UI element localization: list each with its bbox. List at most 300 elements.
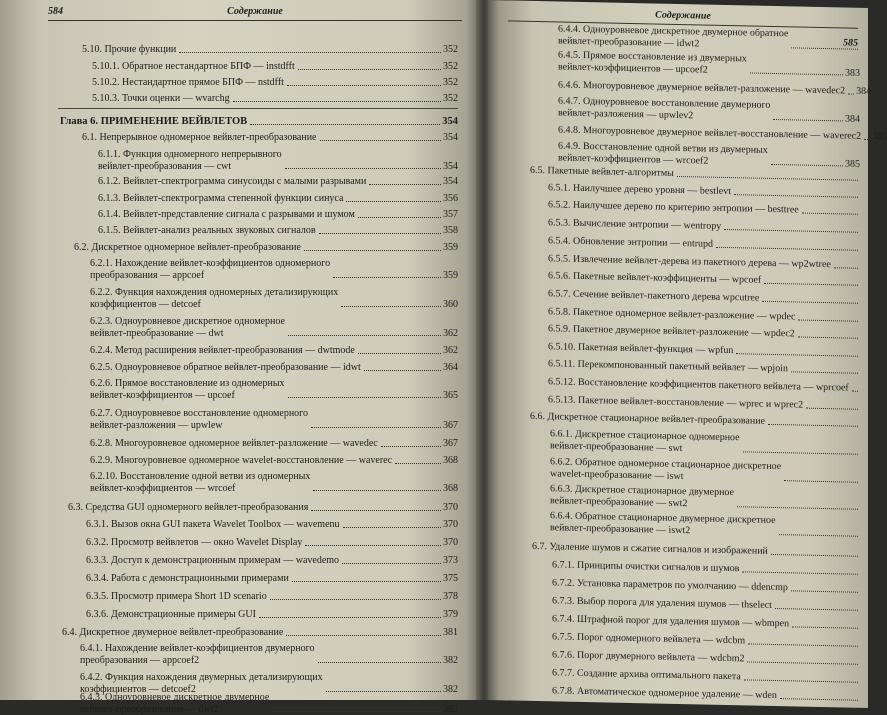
dot-leader — [780, 698, 858, 701]
dot-leader — [358, 217, 441, 218]
toc-entry-title: Функция нахождения двумерных детализирующих — [105, 672, 323, 683]
toc-entry-number: 6.5.4. — [548, 235, 573, 247]
toc-entry — [90, 287, 458, 310]
toc-entry-title: Просмотр вейвлетов — окно Wavelet Display — [111, 537, 302, 548]
dot-leader — [346, 201, 441, 202]
toc-entry-title-cont: вейвлет-коэффициентов — wrcoef — [90, 483, 310, 495]
toc-entry — [98, 209, 458, 221]
toc-entry-page: 370 — [443, 537, 458, 549]
chapter-top-rule — [58, 108, 458, 109]
toc-entry-number: 6.6.3. — [550, 483, 575, 495]
dot-leader — [792, 626, 858, 628]
dot-leader — [333, 277, 441, 278]
toc-entry-number: 6.5.10. — [548, 341, 578, 353]
toc-entry — [552, 595, 860, 613]
toc-entry-page: 370 — [443, 502, 458, 514]
toc-entry-title-cont: вейвлет-разложения — upwlev2 — [558, 107, 770, 123]
toc-entry-page: 368 — [443, 483, 458, 495]
dot-leader — [771, 553, 858, 556]
toc-entry-title: Вызов окна GUI пакета Wavelet Toolbox — wavemenu — [111, 519, 340, 530]
toc-entry-title: Одноуровневое восстановление одномерного — [115, 408, 308, 419]
toc-entry-page: 359 — [443, 242, 458, 254]
toc-entry-title-cont: вейвлет-преобразование — iswt2 — [550, 522, 776, 538]
right-page-number: 585 — [843, 37, 858, 48]
toc-entry-page: 360 — [443, 299, 458, 311]
toc-entry-title: Обратное стационарное двумерное дискретное — [575, 511, 776, 526]
toc-entry-number: 6.1.3. — [98, 193, 123, 204]
toc-entry-number: 5.10.1. — [92, 61, 122, 72]
dot-leader — [288, 397, 441, 398]
toc-entry-number: 6.6.4. — [550, 510, 575, 522]
toc-entry-page: 354 — [443, 176, 458, 188]
toc-entry-page: 383 — [443, 704, 458, 715]
toc-entry-number: 6.2.9. — [90, 455, 115, 466]
toc-entry-title: Выбор порога для удаления шумов — thselect — [577, 596, 772, 611]
toc-entry-title: Наилучшее дерево по критерию энтропии — besttree — [573, 200, 799, 216]
dot-leader — [292, 581, 441, 582]
toc-entry-title: Восстановление одной ветви из одномерных — [120, 471, 310, 482]
dot-leader — [320, 140, 442, 141]
toc-entry-title: Вейвлет-спектрограмма степенной функции синуса — [123, 193, 343, 204]
dot-leader — [779, 534, 858, 537]
toc-entry — [82, 44, 458, 56]
left-page-header — [48, 6, 462, 21]
toc-entry — [98, 176, 458, 188]
toc-entry — [90, 378, 458, 401]
dot-leader — [233, 101, 441, 102]
toc-entry — [558, 79, 860, 97]
toc-entry-number: 6.2.2. — [90, 287, 115, 298]
toc-entry-title: Обновление энтропии — entrupd — [573, 236, 713, 250]
toc-entry-title: Обратное одномерное стационарное дискретное — [575, 457, 781, 472]
toc-entry-title: Демонстрационные примеры GUI — [111, 609, 256, 620]
toc-entry-page: 378 — [443, 591, 458, 603]
toc-entry — [98, 193, 458, 205]
toc-entry-number: 6.2.8. — [90, 438, 115, 449]
toc-entry — [550, 456, 860, 485]
toc-entry-title-cont: коэффициентов — detcoef2 — [80, 684, 323, 696]
right-running-title: Содержание — [508, 6, 858, 24]
toc-entry-number: 6.3. — [68, 502, 86, 513]
toc-entry-title: Перекомпонованный пакетный вейвлет — wpjoin — [578, 359, 788, 374]
toc-entry-number: 6.2.4. — [90, 345, 115, 356]
toc-entry — [552, 577, 860, 595]
dot-leader — [734, 194, 858, 198]
toc-entry-title: Нахождение вейвлет-коэффициентов одномерного — [115, 258, 330, 269]
toc-entry — [98, 225, 458, 237]
dot-leader — [272, 711, 441, 712]
toc-entry — [86, 555, 458, 567]
toc-entry — [82, 132, 458, 144]
toc-entry-number: 6.1.2. — [98, 176, 123, 187]
toc-entry-title: Метод расширения вейвлет-преобразования — dwtmode — [115, 345, 355, 356]
toc-entry-title: Наилучшее дерево уровня — bestlevt — [573, 183, 731, 197]
toc-entry-title: Функция одномерного непрерывного — [123, 149, 282, 160]
toc-entry-title: Порог одномерного вейвлета — wdcbm — [577, 632, 745, 647]
toc-entry-title: Порог двумерного вейвлета — wdcbm2 — [577, 650, 744, 665]
toc-entry-number: 6.7.8. — [552, 685, 577, 697]
toc-entry-page: 375 — [443, 573, 458, 585]
dot-leader — [834, 267, 858, 269]
toc-entry — [90, 316, 458, 339]
toc-entry-page: 370 — [443, 519, 458, 531]
toc-entry — [530, 411, 860, 429]
dot-leader — [287, 85, 441, 86]
toc-entry-page: 383 — [845, 67, 860, 79]
toc-entry-number: 6.5.1. — [548, 182, 573, 194]
toc-entry-title-cont: преобразования — appcoef2 — [80, 655, 315, 667]
toc-entry-title-cont: вейвлет-преобразование — dwt — [90, 328, 285, 340]
toc-entry-number: 6.7.2. — [552, 577, 577, 589]
toc-entry-number: 6.5.13. — [548, 394, 578, 406]
toc-entry-page: 357 — [443, 209, 458, 221]
toc-entry-page: 384 — [856, 86, 871, 98]
toc-entry-number: 6.4. — [62, 627, 80, 638]
toc-entry-number: 6.1.1. — [98, 149, 123, 160]
toc-entry — [68, 502, 458, 514]
toc-entry-number: 6.4.5. — [558, 49, 583, 61]
toc-entry-title: Создание архива оптимального пакета — [577, 668, 741, 682]
dot-leader — [179, 52, 441, 53]
toc-entry-page: 354 — [442, 116, 458, 128]
toc-entry-number: 6.4.8. — [558, 124, 583, 136]
dot-leader — [341, 306, 441, 307]
dot-leader — [742, 571, 858, 574]
toc-entry-page: 352 — [443, 93, 458, 105]
toc-entry — [552, 685, 860, 703]
toc-entry-number: 6.3.2. — [86, 537, 111, 548]
toc-entry-number: 6.3.3. — [86, 555, 111, 566]
toc-entry-page: 352 — [443, 61, 458, 73]
dot-leader — [791, 590, 858, 592]
toc-entry-number: 6.2.10. — [90, 471, 120, 482]
toc-entry-title: Сечение вейвлет-пакетного дерева wpcutree — [573, 289, 759, 304]
toc-entry-title: Восстановление коэффициентов пакетного вейвлета — wprcoef — [578, 377, 849, 394]
toc-entry-title: Вейвлет-представление сигнала с разрывами и шумом — [123, 209, 355, 220]
toc-entry-title-cont: вейвлет-коэффициентов — wrcoef2 — [558, 152, 768, 168]
toc-entry-title: Дискретное стационарное одномерное — [575, 429, 740, 443]
toc-entry-number: 6.2.7. — [90, 408, 115, 419]
toc-entry — [90, 438, 458, 450]
toc-entry-page: 379 — [443, 609, 458, 621]
toc-entry-title: Многоуровневое двумерное вейвлет-разложение — wavedec2 — [583, 80, 845, 96]
toc-entry — [98, 149, 458, 172]
dot-leader — [270, 599, 441, 600]
dot-leader — [318, 662, 442, 663]
dot-leader — [259, 617, 441, 618]
toc-entry-title: Дискретное одномерное вейвлет-преобразование — [92, 242, 301, 253]
toc-entry-page: 354 — [443, 132, 458, 144]
toc-entry-title-cont: вейвлет-преобразование — dwt2 — [80, 704, 269, 715]
toc-entry-title: Просмотр примера Short 1D scenario — [111, 591, 267, 602]
toc-entry-title: Дискретное стационарное вейвлет-преобразование — [548, 411, 766, 427]
dot-leader — [748, 643, 858, 646]
dot-leader — [343, 527, 441, 528]
toc-entry-title-cont: wavelet-преобразование — iswt — [550, 468, 781, 484]
toc-entry — [92, 93, 458, 105]
toc-entry-title: Непрерывное одномерное вейвлет-преобразование — [100, 132, 317, 143]
toc-entry-number: 6.2.5. — [90, 362, 115, 373]
toc-entry — [90, 455, 458, 467]
toc-entry — [90, 408, 458, 431]
dot-leader — [369, 184, 441, 185]
dot-leader — [744, 679, 858, 682]
toc-entry-page: 358 — [443, 225, 458, 237]
dot-leader — [771, 164, 843, 167]
dot-leader — [342, 563, 441, 564]
toc-entry-page: 385 — [872, 131, 887, 143]
toc-entry-number: 6.7.3. — [552, 595, 577, 607]
toc-entry-number: 5.10.3. — [92, 93, 122, 104]
dot-leader — [677, 175, 858, 180]
toc-entry-page: 352 — [443, 44, 458, 56]
toc-entry-number: 6.5.11. — [548, 358, 578, 370]
toc-entry-number: 5.10. — [82, 44, 105, 55]
toc-entry-number: 6.3.5. — [86, 591, 111, 602]
toc-entry-title-cont: вейвлет-преобразование — swt — [550, 440, 740, 455]
toc-entry-page: 352 — [443, 77, 458, 89]
toc-entry-title: Прямое восстановление из двумерных — [583, 50, 747, 64]
toc-entry-number: 5.10.2. — [92, 77, 122, 88]
dot-leader — [848, 93, 854, 94]
left-running-title: Содержание — [48, 6, 462, 17]
toc-entry-number: 6.5.7. — [548, 288, 573, 300]
toc-entry — [548, 323, 860, 341]
toc-entry — [62, 627, 458, 639]
toc-entry-title: Обратное нестандартное БПФ — instdfft — [122, 61, 295, 72]
toc-entry — [548, 341, 860, 359]
left-page-number: 584 — [48, 6, 63, 17]
toc-entry-number: 6.5.6. — [548, 270, 573, 282]
toc-entry-title-cont: вейвлет-коэффициентов — upcoef2 — [558, 61, 747, 76]
toc-entry-number: 6.5.5. — [548, 253, 573, 265]
toc-entry-number: 6.2.6. — [90, 378, 115, 389]
toc-entry-title: Автоматическое одномерное удаление — wden — [577, 686, 777, 701]
toc-entry-number: Глава 6. — [60, 116, 101, 127]
toc-entry — [550, 483, 860, 512]
toc-entry — [548, 235, 860, 253]
toc-entry — [74, 242, 458, 254]
toc-entry-number: 6.6.2. — [550, 456, 575, 468]
toc-entry — [90, 345, 458, 357]
toc-entry-number: 6.4.2. — [80, 672, 105, 683]
toc-entry — [86, 519, 458, 531]
dot-leader — [319, 233, 441, 234]
toc-entry-number: 6.5.3. — [548, 217, 573, 229]
toc-entry-number: 6.2. — [74, 242, 92, 253]
toc-entry — [92, 77, 458, 89]
dot-leader — [381, 446, 441, 447]
toc-entry-title: ПРИМЕНЕНИЕ ВЕЙВЛЕТОВ — [101, 116, 247, 127]
toc-entry — [548, 288, 860, 306]
dot-leader — [313, 490, 441, 491]
toc-entry — [86, 591, 458, 603]
toc-entry-number: 6.4.6. — [558, 79, 583, 91]
toc-entry-number: 6.6. — [530, 411, 548, 422]
toc-entry — [86, 573, 458, 585]
toc-entry-title: Прямое восстановление из одномерных — [115, 378, 285, 389]
toc-entry-title: Вейвлет-спектрограмма синусоиды с малыми разрывами — [123, 176, 366, 187]
toc-entry-title: Удаление шумов и сжатие сигналов и изображений — [550, 541, 768, 557]
toc-entry-title: Работа с демонстрационными примерами — [111, 573, 289, 584]
toc-entry-number: 6.4.3. — [80, 692, 105, 703]
dot-leader — [286, 635, 441, 636]
toc-entry-number: 6.5.2. — [548, 199, 573, 211]
dot-leader — [762, 300, 858, 303]
dot-leader — [298, 69, 441, 70]
toc-entry-title: Прочие функции — [105, 44, 177, 55]
toc-entry-title: Установка параметров по умолчанию — ddencmp — [577, 578, 788, 593]
dot-leader — [311, 427, 441, 428]
toc-entry-title: Точки оценки — wvarchg — [122, 93, 230, 104]
dot-leader — [395, 463, 441, 464]
dot-leader — [358, 353, 441, 354]
toc-entry-title: Нестандартное прямое БПФ — nstdfft — [122, 77, 284, 88]
toc-entry — [558, 140, 860, 169]
toc-entry-number: 6.5.9. — [548, 323, 573, 335]
toc-entry-title: Пакетное двумерное вейвлет-разложение — wpdec2 — [573, 324, 795, 340]
toc-entry — [60, 116, 458, 128]
toc-entry-title: Пакетные вейвлет-алгоритмы — [548, 165, 674, 179]
toc-entry-title: Одноуровневое обратное вейвлет-преобразование — idwt — [115, 362, 361, 373]
toc-entry-title-cont: вейвлет-преобразование — idwt2 — [558, 35, 788, 51]
dot-leader — [798, 319, 858, 321]
toc-entry-page: 367 — [443, 420, 458, 432]
dot-leader — [750, 72, 843, 75]
dot-leader — [724, 228, 858, 232]
toc-entry-title-cont: вейвлет-преобразование — swt2 — [550, 495, 734, 510]
dot-leader — [305, 545, 441, 546]
toc-entry — [80, 643, 458, 666]
toc-entry-title-cont: преобразования — appcoef — [90, 270, 330, 282]
toc-entry — [552, 631, 860, 649]
toc-entry-number: 6.7.6. — [552, 649, 577, 661]
toc-entry-page: 384 — [845, 113, 860, 125]
dot-leader — [775, 608, 858, 611]
toc-entry — [86, 609, 458, 621]
toc-entry-number: 6.7. — [532, 541, 550, 552]
dot-leader — [768, 423, 858, 426]
toc-entry-title: Восстановление одной ветви из двумерных — [583, 141, 768, 156]
toc-entry-page: 359 — [443, 270, 458, 282]
toc-entry — [558, 124, 860, 142]
toc-entry-page: 367 — [443, 438, 458, 450]
dot-leader — [304, 250, 441, 251]
toc-entry — [90, 362, 458, 374]
toc-entry-title-cont: вейвлет-преобразования — cwt — [98, 161, 282, 173]
toc-entry-number: 6.1.4. — [98, 209, 123, 220]
toc-entry-number: 6.2.1. — [90, 258, 115, 269]
toc-entry-page: 381 — [443, 627, 458, 639]
toc-entry-number: 6.4.7. — [558, 95, 583, 107]
dot-leader — [791, 371, 858, 373]
toc-entry-page: 382 — [443, 655, 458, 667]
dot-leader — [285, 168, 441, 169]
toc-entry-title: Одноуровневое восстановление двумерного — [583, 96, 770, 111]
toc-entry — [92, 61, 458, 73]
toc-entry-title: Дискретное двумерное вейвлет-преобразование — [80, 627, 284, 638]
toc-entry-title: Нахождение вейвлет-коэффициентов двумерного — [105, 643, 315, 654]
toc-entry-title: Извлечение вейвлет-дерева из пакетного дерева — wp2wtree — [573, 254, 831, 270]
toc-entry-number: 6.5. — [530, 165, 548, 176]
toc-entry-title: Одноуровневое дискретное двумерное обратное — [583, 24, 788, 39]
dot-leader — [773, 119, 843, 121]
toc-entry-number: 6.3.4. — [86, 573, 111, 584]
dot-leader — [747, 661, 858, 664]
toc-entry-number: 6.3.6. — [86, 609, 111, 620]
toc-entry — [558, 95, 860, 124]
toc-entry-page: 362 — [443, 345, 458, 357]
toc-entry-number: 6.7.4. — [552, 613, 577, 625]
toc-entry-number: 6.4.9. — [558, 140, 583, 152]
toc-entry-number: 6.4.1. — [80, 643, 105, 654]
toc-entry-number: 6.1.5. — [98, 225, 123, 236]
toc-entry-title-cont: вейвлет-разложения — upwlew — [90, 420, 308, 432]
toc-entry-page: 354 — [443, 161, 458, 173]
dot-leader — [864, 138, 870, 139]
toc-entry-number: 6.5.8. — [548, 306, 573, 318]
toc-entry-page: 365 — [443, 390, 458, 402]
toc-entry — [548, 199, 860, 217]
toc-entry — [558, 23, 860, 52]
dot-leader — [364, 370, 441, 371]
toc-entry-number: 6.7.5. — [552, 631, 577, 643]
toc-entry-title-cont: коэффициентов — detcoef — [90, 299, 338, 311]
toc-entry-title: Вычисление энтропии — wentropy — [573, 218, 721, 232]
toc-entry-number: 6.5.12. — [548, 376, 578, 388]
toc-entry-title: Вейвлет-анализ реальных звуковых сигналов — [123, 225, 316, 236]
toc-entry — [550, 428, 860, 457]
toc-entry-number: 6.3.1. — [86, 519, 111, 530]
toc-entry — [90, 258, 458, 281]
toc-entry — [552, 613, 860, 631]
dot-leader — [311, 510, 441, 511]
toc-entry-number: 6.2.3. — [90, 316, 115, 327]
dot-leader — [737, 506, 858, 510]
right-page — [488, 0, 868, 708]
toc-entry-title: Штрафной порог для удаления шумов — wbmpen — [577, 614, 789, 629]
dot-leader — [798, 336, 858, 338]
dot-leader — [743, 451, 858, 454]
toc-entry — [86, 537, 458, 549]
toc-entry-title: Функция нахождения одномерных детализирующих — [115, 287, 338, 298]
toc-entry-page: 362 — [443, 328, 458, 340]
toc-entry-title: Многоуровневое одномерное вейвлет-разложение — wavedec — [115, 438, 378, 449]
toc-entry-page: 356 — [443, 193, 458, 205]
toc-entry-title: Дискретное стационарное двумерное — [575, 484, 734, 498]
toc-entry-title: Пакетная вейвлет-функция — wpfun — [578, 342, 733, 356]
dot-leader — [764, 282, 858, 285]
toc-entry-title: Пакетное вейвлет-восстановление — wprec и wprec2 — [578, 395, 803, 411]
dot-leader — [791, 47, 858, 49]
dot-leader — [288, 335, 441, 336]
toc-entry-title: Одноуровневое дискретное двумерное — [105, 692, 269, 703]
toc-entry — [532, 541, 860, 559]
toc-entry-title: Доступ к демонстрационным примерам — wavedemo — [111, 555, 339, 566]
toc-entry — [548, 394, 860, 412]
toc-entry — [552, 667, 860, 685]
dot-leader — [802, 212, 858, 214]
toc-entry-title: Пакетные вейвлет-коэффициенты — wpcoef — [573, 271, 761, 286]
toc-entry — [548, 217, 860, 235]
dot-leader — [784, 480, 858, 483]
toc-entry-page: 373 — [443, 555, 458, 567]
toc-entry-title: Пакетное одномерное вейвлет-разложение — wpdec — [573, 307, 795, 323]
toc-entry — [550, 510, 860, 539]
toc-entry — [548, 270, 860, 288]
toc-entry-number: 6.6.1. — [550, 428, 575, 440]
toc-entry — [80, 692, 458, 715]
